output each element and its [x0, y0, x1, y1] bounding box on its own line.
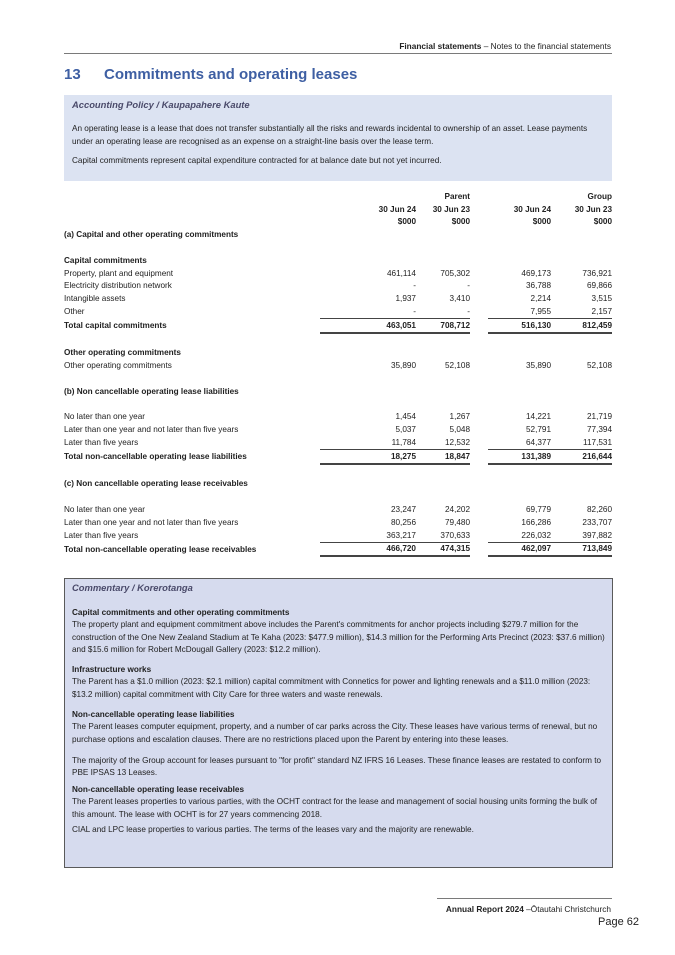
running-header — [399, 41, 611, 51]
row-label: Other operating commitments — [64, 361, 172, 371]
policy-paragraph-1: An operating lease is a lease that does not transfer substantially all the risks and rewards incidental to ownership of an asset. Lease payments under an operating lease are recognised as an expense on a straight-line basis over the lease term. — [72, 124, 588, 146]
commentary-block — [72, 664, 606, 701]
policy-paragraph-2: Capital commitments represent capital expenditure contracted for at balance date but not yet incurred. — [72, 156, 442, 165]
row-label: Intangible assets — [64, 294, 126, 304]
group-header: Group — [587, 191, 613, 201]
cell-value — [320, 241, 416, 254]
cell-value: 18,275 — [320, 449, 416, 463]
table-row — [64, 280, 612, 293]
cell-value: - — [467, 281, 471, 291]
row-label: Later than five years — [64, 530, 139, 540]
table-row — [64, 267, 612, 280]
cell-value: 11,784 — [391, 438, 416, 448]
cell-value — [488, 372, 551, 385]
cell-value: 736,921 — [582, 268, 613, 278]
section-number: 13 — [64, 66, 81, 83]
cell-value: 79,480 — [444, 517, 471, 527]
row-label: Total capital commitments — [64, 321, 167, 331]
row-label: No later than one year — [64, 505, 146, 515]
cell-value: 812,459 — [551, 318, 612, 332]
commentary-text: The Parent has a $1.0 million (2023: $2.1 million) capital commitment with Connetics for power and lighting renewals and a $11.0 million (2023: $13.2 million) capital commitment with City Care for three waters and waste renewals. — [72, 677, 591, 699]
cell-value: 5,048 — [449, 425, 471, 435]
cell-value: 462,097 — [488, 542, 551, 556]
accounting-policy-box — [64, 95, 612, 181]
cell-value: 370,633 — [440, 530, 471, 540]
cell-value — [320, 385, 416, 398]
cell-value: 363,217 — [386, 530, 416, 540]
commentary-block — [72, 607, 606, 656]
cell-value: 1,267 — [449, 412, 471, 422]
unit-header-1: $000 — [397, 217, 416, 227]
row-label: Capital commitments — [64, 255, 147, 265]
header-bold: Financial statements — [399, 41, 482, 51]
row-label — [64, 333, 320, 347]
cell-value — [320, 347, 416, 360]
cell-value — [416, 241, 470, 254]
table-row — [64, 318, 612, 332]
cell-value: 216,644 — [551, 449, 612, 463]
cell-value: 233,707 — [582, 517, 613, 527]
unit-header-2: $000 — [451, 217, 471, 227]
cell-value — [320, 333, 416, 347]
cell-value — [488, 228, 551, 241]
table-row — [64, 503, 612, 516]
cell-value: 516,130 — [488, 318, 551, 332]
footer-bold: Annual Report 2024 — [445, 904, 524, 914]
row-label: Other — [64, 307, 85, 317]
cell-value: 35,890 — [390, 361, 416, 371]
cell-value: 2,157 — [591, 307, 613, 317]
cell-value — [551, 333, 612, 347]
cell-value — [551, 478, 612, 491]
unit-header-3: $000 — [532, 217, 552, 227]
table-row — [64, 449, 612, 463]
cell-value: 23,247 — [390, 505, 416, 515]
cell-value: 18,847 — [416, 449, 470, 463]
table-row — [64, 228, 612, 241]
cell-value — [488, 347, 551, 360]
parent-header: Parent — [444, 191, 471, 201]
commentary-box — [64, 578, 613, 868]
commentary-block — [72, 755, 606, 780]
cell-value: 80,256 — [390, 517, 416, 527]
row-label: Total non-cancellable operating lease liabilities — [64, 452, 247, 462]
cell-value: 5,037 — [395, 425, 416, 435]
commentary-heading: Infrastructure works — [72, 665, 152, 674]
commitments-table — [64, 190, 612, 557]
cell-value: 77,394 — [586, 425, 613, 435]
cell-value: 24,202 — [444, 505, 471, 515]
cell-value — [416, 333, 470, 347]
cell-value — [488, 333, 551, 347]
cell-value — [551, 347, 612, 360]
row-label — [64, 464, 320, 478]
unit-header-4: $000 — [593, 217, 613, 227]
cell-value: 474,315 — [416, 542, 470, 556]
cell-value: 21,719 — [586, 412, 613, 422]
cell-value — [416, 398, 470, 411]
row-label: (c) Non cancellable operating lease receivables — [64, 479, 248, 489]
cell-value — [488, 464, 551, 478]
cell-value: 461,114 — [387, 268, 416, 278]
cell-value: 12,532 — [444, 438, 471, 448]
cell-value: 7,955 — [530, 307, 552, 317]
cell-value — [320, 228, 416, 241]
commentary-block — [72, 709, 606, 746]
cell-value — [488, 478, 551, 491]
table-row — [64, 436, 612, 449]
cell-value: - — [413, 307, 416, 317]
commentary-block — [72, 824, 606, 836]
cell-value — [416, 464, 470, 478]
table-row — [64, 347, 612, 360]
cell-value — [551, 464, 612, 478]
commentary-text: CIAL and LPC lease properties to various parties. The terms of the leases vary and the majority are renewable. — [72, 825, 474, 834]
col-header-4: 30 Jun 23 — [574, 204, 613, 214]
row-label — [64, 398, 320, 411]
cell-value: - — [467, 307, 471, 317]
row-label: No later than one year — [64, 412, 146, 422]
cell-value: 69,779 — [525, 505, 552, 515]
policy-title: Accounting Policy / Kaupapahere Kaute — [72, 99, 250, 110]
cell-value — [416, 347, 470, 360]
cell-value — [551, 372, 612, 385]
table-row — [64, 516, 612, 529]
cell-value — [320, 254, 416, 267]
cell-value: 166,286 — [521, 517, 552, 527]
cell-value — [488, 490, 551, 503]
cell-value — [551, 398, 612, 411]
table-row — [64, 372, 612, 385]
commentary-text: The property plant and equipment commitment above includes the Parent's commitments for anchor projects including $279.7 million for the construction of the One New Zealand Stadium at Te Kaha (2023: $477.9 million), $14.3 million for the Performing Arts Precinct (2023: $37.6 million) and $15.6 million for Robert McDougall Gallery (2023: $12.2 million). — [72, 620, 605, 654]
commentary-heading: Non-cancellable operating lease liabilities — [72, 710, 235, 719]
col-header-1: 30 Jun 24 — [378, 204, 416, 214]
table-row — [64, 464, 612, 478]
cell-value — [488, 398, 551, 411]
cell-value: 3,410 — [449, 294, 471, 304]
commentary-block — [72, 784, 606, 821]
cell-value: 397,882 — [582, 530, 613, 540]
table-row — [64, 333, 612, 347]
cell-value: 226,032 — [521, 530, 552, 540]
cell-value — [320, 478, 416, 491]
cell-value: 64,377 — [525, 438, 552, 448]
commentary-heading: Non-cancellable operating lease receivables — [72, 785, 245, 794]
row-label — [64, 241, 320, 254]
footer-rest: –Ōtautahi Christchurch — [523, 904, 611, 914]
row-label: Later than one year and not later than five years — [64, 425, 239, 435]
row-label: (b) Non cancellable operating lease liabilities — [64, 386, 239, 396]
cell-value: - — [413, 281, 416, 291]
cell-value: 52,791 — [525, 425, 552, 435]
table-row — [64, 305, 612, 318]
cell-value: 52,108 — [444, 361, 471, 371]
header-divider — [64, 53, 612, 54]
table-row — [64, 542, 612, 556]
footer-divider — [437, 898, 612, 899]
cell-value: 36,788 — [525, 281, 552, 291]
cell-value: 117,531 — [583, 438, 613, 448]
section-title-text: Commitments and operating leases — [104, 66, 358, 83]
cell-value — [320, 490, 416, 503]
table-row — [64, 411, 612, 424]
cell-value: 1,937 — [395, 294, 416, 304]
row-label — [64, 490, 320, 503]
table-row — [64, 529, 612, 542]
table-row — [64, 398, 612, 411]
running-footer — [446, 904, 611, 914]
commentary-heading: Capital commitments and other operating commitments — [72, 608, 290, 617]
cell-value: 466,720 — [320, 542, 416, 556]
row-label: (a) Capital and other operating commitments — [64, 230, 239, 240]
cell-value: 3,515 — [591, 294, 613, 304]
cell-value: 52,108 — [586, 361, 613, 371]
table-row — [64, 292, 612, 305]
col-header-3: 30 Jun 24 — [513, 204, 552, 214]
row-label: Total non-cancellable operating lease receivables — [64, 544, 257, 554]
cell-value: 1,454 — [395, 412, 416, 422]
cell-value: 82,260 — [586, 505, 613, 515]
table-row — [64, 241, 612, 254]
cell-value: 2,214 — [530, 294, 552, 304]
cell-value — [416, 478, 470, 491]
commentary-text: The majority of the Group account for leases pursuant to "for profit" standard NZ IFRS 16 Leases. These finance leases are restated to conform to PBE IPSAS 13 Leases. — [72, 756, 602, 778]
cell-value: 14,221 — [525, 412, 552, 422]
cell-value: 131,389 — [488, 449, 551, 463]
cell-value: 469,173 — [521, 268, 552, 278]
cell-value — [488, 241, 551, 254]
row-label: Later than five years — [64, 438, 139, 448]
page-number: Page 62 — [598, 916, 639, 928]
col-header-2: 30 Jun 23 — [432, 204, 471, 214]
table-row — [64, 359, 612, 372]
cell-value: 708,712 — [416, 318, 470, 332]
commentary-text: The Parent leases properties to various parties, with the OCHT contract for the lease and management of social housing units forming the bulk of this amount. The lease with OCHT is for 27 years commencing 2018. — [72, 797, 598, 819]
cell-value — [416, 385, 470, 398]
cell-value — [488, 254, 551, 267]
cell-value: 463,051 — [320, 318, 416, 332]
cell-value — [551, 228, 612, 241]
cell-value — [416, 372, 470, 385]
commentary-title: Commentary / Korerotanga — [72, 582, 193, 593]
header-rest: – Notes to the financial statements — [481, 41, 611, 51]
row-label — [64, 372, 320, 385]
row-label: Later than one year and not later than five years — [64, 517, 239, 527]
row-label: Electricity distribution network — [64, 281, 172, 291]
cell-value — [551, 490, 612, 503]
table-row — [64, 385, 612, 398]
table-row — [64, 478, 612, 491]
cell-value: 705,302 — [440, 268, 471, 278]
cell-value: 69,866 — [586, 281, 613, 291]
cell-value: 713,849 — [551, 542, 612, 556]
row-label: Other operating commitments — [64, 348, 181, 358]
commentary-text: The Parent leases computer equipment, property, and a number of car parks across the City. These leases have various terms of renewal, but no purchase options and escalation clauses. There are no restrictions placed upon the Parent by entering into these leases. — [72, 722, 598, 744]
cell-value — [320, 398, 416, 411]
table-row — [64, 490, 612, 503]
cell-value — [488, 385, 551, 398]
cell-value — [551, 254, 612, 267]
cell-value — [416, 490, 470, 503]
cell-value — [320, 372, 416, 385]
cell-value — [551, 241, 612, 254]
row-label: Property, plant and equipment — [64, 268, 174, 278]
cell-value — [416, 254, 470, 267]
section-title — [64, 66, 357, 83]
cell-value — [416, 228, 470, 241]
cell-value — [551, 385, 612, 398]
table-row — [64, 423, 612, 436]
table-row — [64, 254, 612, 267]
cell-value — [320, 464, 416, 478]
cell-value: 35,890 — [525, 361, 552, 371]
